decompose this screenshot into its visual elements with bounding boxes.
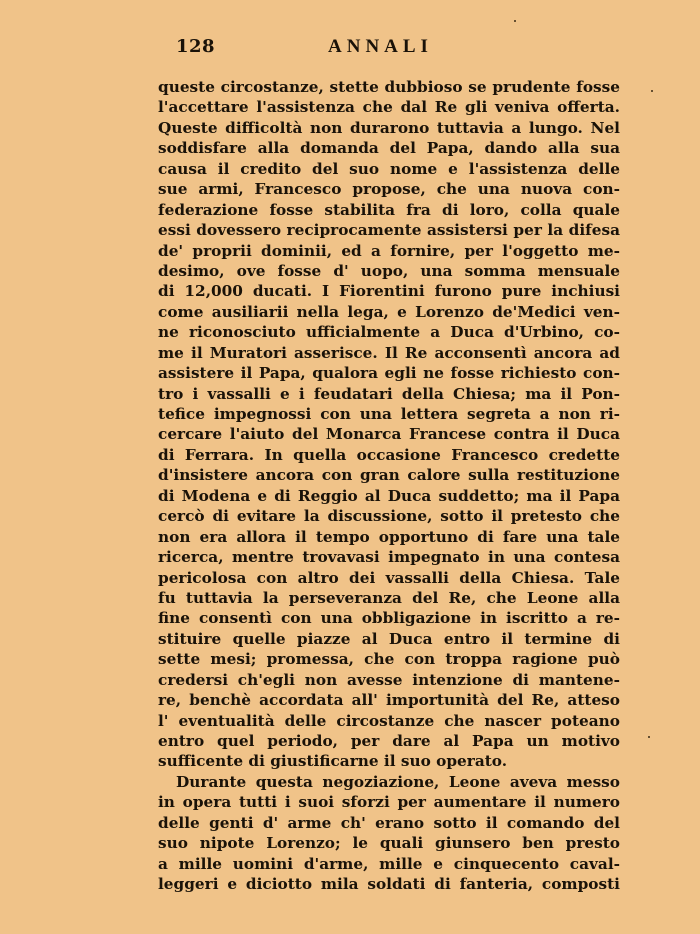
text-line: desimo, ove fosse d' uopo, una somma mensuale bbox=[158, 261, 620, 280]
text-line: di Modena e di Reggio al Duca suddetto; ma il Papa bbox=[158, 486, 620, 505]
text-line: leggeri e diciotto mila soldati di fanteria, composti bbox=[158, 875, 620, 894]
text-line: fu tuttavia la perseveranza del Re, che Leone alla bbox=[158, 588, 620, 607]
text-line: me il Muratori asserisce. Il Re acconsentì ancora ad bbox=[158, 343, 620, 362]
text-line: queste circostanze, stette dubbioso se prudente fosse bbox=[158, 78, 620, 96]
text-line: ricerca, mentre trovavasi impegnato in una contesa bbox=[158, 548, 620, 567]
text-line: tefice impegnossi con una lettera segreta a non ri- bbox=[158, 405, 620, 423]
text-line: l'accettare l'assistenza che dal Re gli veniva offerta. bbox=[158, 98, 620, 117]
text-line: essi dovessero reciprocamente assistersi per la difesa bbox=[158, 221, 620, 240]
paper-speck bbox=[648, 736, 650, 738]
text-line: stituire quelle piazze al Duca entro il termine di bbox=[158, 629, 620, 648]
text-line: de' proprii dominii, ed a fornire, per l'oggetto me- bbox=[158, 241, 620, 260]
text-line: fine consentì con una obbligazione in iscritto a re- bbox=[158, 609, 620, 628]
text-line: sufficente di giustificarne il suo operato. bbox=[158, 752, 508, 771]
text-line: d'insistere ancora con gran calore sulla restituzione bbox=[158, 466, 620, 485]
text-line: non era allora il tempo opportuno di fare una tale bbox=[158, 527, 620, 546]
page-header bbox=[158, 36, 622, 60]
text-line: cercò di evitare la discussione, sotto il pretesto che bbox=[158, 507, 620, 526]
text-line: entro quel periodo, per dare al Papa un motivo bbox=[158, 732, 620, 750]
text-line: Queste difficoltà non durarono tuttavia a lungo. Nel bbox=[158, 118, 620, 137]
text-line: sue armi, Francesco propose, che una nuova con- bbox=[158, 180, 620, 199]
text-line: re, benchè accordata all' importunità del Re, atteso bbox=[158, 691, 620, 710]
text-line: di Ferrara. In quella occasione Francesco credette bbox=[158, 445, 620, 464]
body-text bbox=[158, 77, 620, 895]
text-line: assistere il Papa, qualora egli ne fosse richiesto con- bbox=[158, 364, 620, 383]
text-line: cercare l'aiuto del Monarca Francese contra il Duca bbox=[158, 425, 620, 444]
text-line: a mille uomini d'arme, mille e cinquecento caval- bbox=[158, 854, 620, 873]
text-line: pericolosa con altro dei vassalli della Chiesa. Tale bbox=[158, 568, 620, 587]
text-line: di 12,000 ducati. I Fiorentini furono pure inchiusi bbox=[158, 282, 620, 301]
text-line: l' eventualità delle circostanze che nascer poteano bbox=[158, 711, 620, 730]
text-line: sette mesi; promessa, che con troppa ragione può bbox=[158, 650, 620, 669]
text-line: federazione fosse stabilita fra di loro, colla quale bbox=[158, 200, 620, 219]
running-title: ANNALI bbox=[328, 36, 433, 57]
text-line: in opera tutti i suoi sforzi per aumentare il numero bbox=[158, 793, 620, 812]
page-number: 128 bbox=[176, 36, 216, 57]
paper-speck bbox=[514, 20, 516, 22]
text-line: soddisfare alla domanda del Papa, dando alla sua bbox=[158, 139, 620, 158]
text-line: credersi ch'egli non avesse intenzione di mantene- bbox=[158, 670, 620, 689]
text-line: ne riconosciuto ufficialmente a Duca d'Urbino, co- bbox=[158, 323, 620, 342]
text-line: delle genti d' arme ch' erano sotto il comando del bbox=[158, 813, 620, 832]
text-line: tro i vassalli e i feudatari della Chiesa; ma il Pon- bbox=[158, 384, 620, 403]
text-line: suo nipote Lorenzo; le quali giunsero ben presto bbox=[158, 834, 620, 853]
text-line: come ausiliarii nella lega, e Lorenzo de'Medici ven- bbox=[158, 302, 620, 321]
paper-speck bbox=[651, 90, 653, 92]
text-line: causa il credito del suo nome e l'assistenza delle bbox=[158, 159, 620, 178]
text-line: Durante questa negoziazione, Leone aveva messo bbox=[176, 772, 620, 791]
